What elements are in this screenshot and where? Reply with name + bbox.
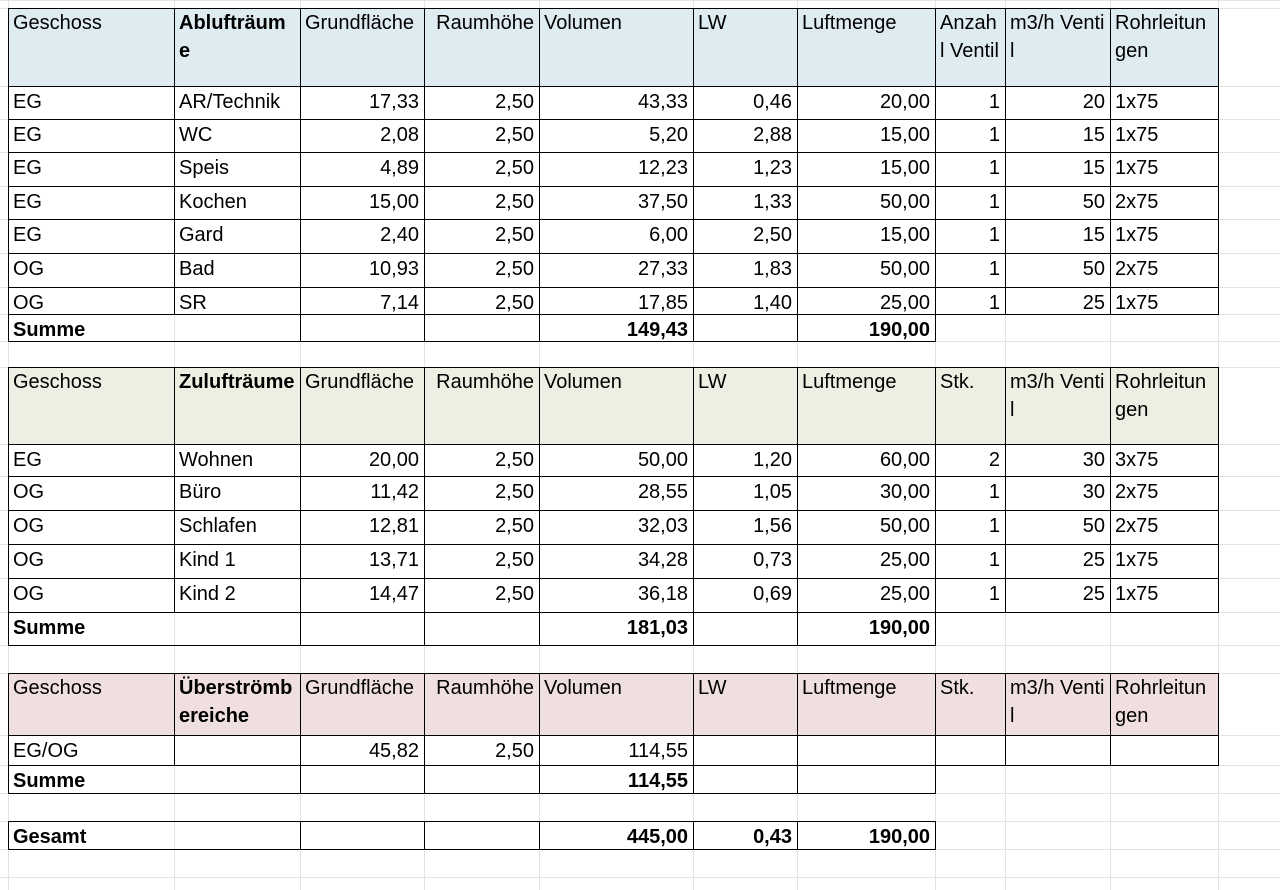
data-cell[interactable]: 2x75 xyxy=(1115,258,1159,280)
column-header[interactable]: m3/h Ventil xyxy=(1010,677,1105,727)
data-cell[interactable]: Bad xyxy=(179,258,215,280)
data-cell[interactable]: Kind 1 xyxy=(179,549,236,571)
data-cell[interactable]: SR xyxy=(179,292,207,314)
data-cell[interactable]: 0,46 xyxy=(753,91,792,113)
data-cell[interactable]: Gard xyxy=(179,224,224,246)
column-header[interactable]: Volumen xyxy=(544,371,622,393)
column-header[interactable]: Grundfläche xyxy=(305,12,414,34)
column-header[interactable]: Luftmenge xyxy=(802,12,897,34)
column-header[interactable]: Stk. xyxy=(940,371,975,393)
sum-label[interactable]: Summe xyxy=(13,617,86,639)
data-cell[interactable]: 25,00 xyxy=(879,583,930,605)
data-cell[interactable]: 1x75 xyxy=(1115,157,1159,179)
cell-border xyxy=(300,612,301,646)
cell-border xyxy=(424,765,425,794)
data-cell[interactable]: 30,00 xyxy=(879,481,930,503)
sum-label[interactable]: Summe xyxy=(13,770,86,792)
cell-border xyxy=(935,612,936,646)
data-cell[interactable]: 2,50 xyxy=(495,224,534,246)
data-cell[interactable]: 1 xyxy=(988,481,1000,503)
data-cell[interactable]: 2,40 xyxy=(380,224,419,246)
data-cell[interactable]: 37,50 xyxy=(637,191,688,213)
data-cell[interactable]: OG xyxy=(13,258,45,280)
data-cell[interactable]: 1x75 xyxy=(1115,224,1159,246)
cell-border xyxy=(797,765,798,794)
cell-border xyxy=(300,821,301,850)
data-cell[interactable]: AR/Technik xyxy=(179,91,281,113)
data-cell[interactable] xyxy=(694,736,797,765)
sum-volumen[interactable]: 181,03 xyxy=(626,617,688,639)
data-cell[interactable]: 2,50 xyxy=(753,224,792,246)
data-cell[interactable]: 2x75 xyxy=(1115,515,1159,537)
data-cell[interactable]: EG xyxy=(13,91,42,113)
data-cell[interactable]: 1,83 xyxy=(753,258,792,280)
data-cell[interactable]: WC xyxy=(179,124,213,146)
data-cell[interactable]: 0,73 xyxy=(753,549,792,571)
data-cell[interactable]: 0,69 xyxy=(753,583,792,605)
data-cell[interactable]: 20 xyxy=(1082,91,1105,113)
column-header[interactable]: LW xyxy=(698,371,727,393)
data-cell[interactable]: 1,23 xyxy=(753,157,792,179)
data-cell[interactable]: 50,00 xyxy=(879,258,930,280)
column-header[interactable]: Geschoss xyxy=(13,371,102,393)
cell-border xyxy=(1218,673,1219,766)
data-cell[interactable]: 1,33 xyxy=(753,191,792,213)
gesamt-label[interactable]: Gesamt xyxy=(13,826,87,848)
data-cell[interactable]: 30 xyxy=(1082,449,1105,471)
column-header[interactable]: Luftmenge xyxy=(802,371,897,393)
data-cell[interactable]: 25 xyxy=(1082,292,1105,314)
data-cell[interactable]: EG xyxy=(13,449,42,471)
data-cell[interactable]: 2,08 xyxy=(380,124,419,146)
cell-border xyxy=(693,612,694,646)
column-header[interactable]: Geschoss xyxy=(13,677,102,699)
data-cell[interactable]: 30 xyxy=(1082,481,1105,503)
data-cell[interactable]: 1,05 xyxy=(753,481,792,503)
sum-volumen[interactable]: 149,43 xyxy=(626,319,688,341)
gesamt-luftmenge[interactable]: 190,00 xyxy=(868,826,930,848)
column-header[interactable]: Zulufträume xyxy=(179,371,295,393)
data-cell[interactable]: 1 xyxy=(988,292,1000,314)
data-cell[interactable] xyxy=(798,736,935,765)
column-header[interactable]: m3/h Ventil xyxy=(1010,12,1105,62)
column-header[interactable]: LW xyxy=(698,12,727,34)
data-cell[interactable]: 2,50 xyxy=(495,124,534,146)
data-cell[interactable]: 3x75 xyxy=(1115,449,1159,471)
data-cell[interactable]: 2,50 xyxy=(495,583,534,605)
data-cell[interactable]: 2,50 xyxy=(495,481,534,503)
data-cell[interactable]: OG xyxy=(13,292,45,314)
data-cell[interactable]: 2,50 xyxy=(495,91,534,113)
data-cell[interactable]: 2x75 xyxy=(1115,191,1159,213)
data-cell[interactable]: 2,50 xyxy=(495,258,534,280)
data-cell[interactable]: 1x75 xyxy=(1115,124,1159,146)
data-cell[interactable]: 27,33 xyxy=(637,258,688,280)
data-cell[interactable]: 1 xyxy=(988,124,1000,146)
column-header[interactable]: Raumhöhe xyxy=(436,12,534,34)
column-header[interactable]: m3/h Ventil xyxy=(1010,371,1105,421)
data-cell[interactable]: 1 xyxy=(988,224,1000,246)
column-header[interactable]: Luftmenge xyxy=(802,677,897,699)
data-cell[interactable]: 28,55 xyxy=(637,481,688,503)
data-cell[interactable]: 1,56 xyxy=(753,515,792,537)
data-cell[interactable]: Schlafen xyxy=(179,515,257,537)
data-cell[interactable]: 2,50 xyxy=(495,549,534,571)
data-cell[interactable]: 2,50 xyxy=(495,515,534,537)
cell-border xyxy=(693,314,694,342)
data-cell[interactable] xyxy=(936,736,1005,765)
data-cell[interactable]: 2,50 xyxy=(495,740,534,762)
data-cell[interactable]: 4,89 xyxy=(380,157,419,179)
cell-border xyxy=(1218,8,1219,315)
cell-border xyxy=(693,765,694,794)
column-header[interactable]: Volumen xyxy=(544,677,622,699)
data-cell[interactable]: EG/OG xyxy=(13,740,79,762)
data-cell[interactable]: 2,50 xyxy=(495,292,534,314)
data-cell[interactable]: 50 xyxy=(1082,191,1105,213)
data-cell[interactable]: 1x75 xyxy=(1115,549,1159,571)
column-header[interactable]: Überströmbereiche xyxy=(179,677,293,727)
data-cell[interactable]: 1 xyxy=(988,258,1000,280)
data-cell[interactable]: 10,93 xyxy=(368,258,419,280)
data-cell[interactable]: 15,00 xyxy=(879,124,930,146)
data-cell[interactable]: 1 xyxy=(988,191,1000,213)
data-cell[interactable]: 1x75 xyxy=(1115,583,1159,605)
data-cell[interactable]: EG xyxy=(13,224,42,246)
sum-volumen[interactable]: 114,55 xyxy=(627,770,688,792)
data-cell[interactable]: 32,03 xyxy=(637,515,688,537)
data-cell[interactable]: EG xyxy=(13,157,42,179)
column-header[interactable]: LW xyxy=(698,677,727,699)
data-cell[interactable]: 11,42 xyxy=(370,481,419,503)
data-cell[interactable]: 6,00 xyxy=(649,224,688,246)
gesamt-volumen[interactable]: 445,00 xyxy=(626,826,688,848)
data-cell[interactable]: 25,00 xyxy=(879,292,930,314)
data-cell[interactable]: 1 xyxy=(988,515,1000,537)
column-header[interactable]: Geschoss xyxy=(13,12,102,34)
data-cell[interactable]: 15 xyxy=(1082,157,1105,179)
data-cell[interactable]: 50,00 xyxy=(879,191,930,213)
sum-luftmenge[interactable]: 190,00 xyxy=(868,319,930,341)
column-header[interactable]: Ablufträume xyxy=(179,12,286,62)
column-header[interactable]: Volumen xyxy=(544,12,622,34)
data-cell[interactable]: OG xyxy=(13,515,45,537)
data-cell[interactable]: 1 xyxy=(988,157,1000,179)
data-cell[interactable]: 50 xyxy=(1082,515,1105,537)
data-cell[interactable]: 2 xyxy=(988,449,1000,471)
data-cell[interactable]: Wohnen xyxy=(179,449,254,471)
data-cell[interactable]: 2,50 xyxy=(495,157,534,179)
data-cell[interactable]: OG xyxy=(13,583,45,605)
gridline xyxy=(0,877,1280,878)
data-cell[interactable]: 17,85 xyxy=(637,292,688,314)
column-header[interactable]: Grundfläche xyxy=(305,677,414,699)
data-cell[interactable]: 114,55 xyxy=(628,740,688,762)
data-cell[interactable]: 1 xyxy=(988,549,1000,571)
column-header[interactable]: Rohrleitungen xyxy=(1115,677,1207,727)
data-cell[interactable]: 1x75 xyxy=(1115,292,1159,314)
data-cell[interactable]: 15,00 xyxy=(368,191,419,213)
column-header[interactable]: Raumhöhe xyxy=(436,371,534,393)
data-cell[interactable]: Speis xyxy=(179,157,230,179)
data-cell[interactable] xyxy=(1111,736,1218,765)
data-cell[interactable]: 50,00 xyxy=(637,449,688,471)
data-cell[interactable]: 45,82 xyxy=(368,740,419,762)
data-cell[interactable]: 20,00 xyxy=(879,91,930,113)
data-cell[interactable]: 15,00 xyxy=(879,224,930,246)
data-cell[interactable]: 43,33 xyxy=(637,91,688,113)
cell-border xyxy=(300,314,301,342)
data-cell[interactable]: EG xyxy=(13,124,42,146)
data-cell[interactable]: 2,88 xyxy=(753,124,792,146)
data-cell[interactable]: Kochen xyxy=(179,191,247,213)
data-cell[interactable]: 2,50 xyxy=(495,449,534,471)
cell-border xyxy=(300,765,301,794)
data-cell[interactable] xyxy=(1006,736,1110,765)
column-header[interactable]: Stk. xyxy=(940,677,975,699)
cell-border xyxy=(424,314,425,342)
data-cell[interactable]: Büro xyxy=(179,481,222,503)
data-cell[interactable]: OG xyxy=(13,481,45,503)
data-cell[interactable]: 50,00 xyxy=(879,515,930,537)
column-header[interactable]: Grundfläche xyxy=(305,371,414,393)
data-cell[interactable]: 15 xyxy=(1082,224,1105,246)
data-cell[interactable]: 25 xyxy=(1082,583,1105,605)
data-cell[interactable]: 1,20 xyxy=(753,449,792,471)
cell-border xyxy=(1218,367,1219,613)
data-cell[interactable] xyxy=(175,736,300,765)
data-cell[interactable]: 2x75 xyxy=(1115,481,1159,503)
gridline xyxy=(0,0,1280,1)
data-cell[interactable]: 34,28 xyxy=(637,549,688,571)
data-cell[interactable]: 1 xyxy=(988,91,1000,113)
cell-border xyxy=(935,821,936,850)
data-cell[interactable]: 15,00 xyxy=(879,157,930,179)
data-cell[interactable]: Kind 2 xyxy=(179,583,236,605)
column-header[interactable]: Raumhöhe xyxy=(436,677,534,699)
data-cell[interactable]: EG xyxy=(13,191,42,213)
cell-border xyxy=(424,612,425,646)
data-cell[interactable]: 7,14 xyxy=(380,292,419,314)
data-cell[interactable]: 13,71 xyxy=(368,549,419,571)
cell-border xyxy=(424,821,425,850)
cell-border xyxy=(935,765,936,794)
sum-label[interactable]: Summe xyxy=(13,319,86,341)
data-cell[interactable]: 36,18 xyxy=(637,583,688,605)
data-cell[interactable]: 20,00 xyxy=(368,449,419,471)
data-cell[interactable]: 12,81 xyxy=(368,515,419,537)
data-cell[interactable]: 15 xyxy=(1082,124,1105,146)
data-cell[interactable]: 1 xyxy=(988,583,1000,605)
column-header[interactable]: Rohrleitungen xyxy=(1115,371,1207,421)
gesamt-lw[interactable]: 0,43 xyxy=(753,826,792,848)
data-cell[interactable]: 17,33 xyxy=(368,91,419,113)
data-cell[interactable]: 1x75 xyxy=(1115,91,1159,113)
data-cell[interactable]: 12,23 xyxy=(637,157,688,179)
sum-luftmenge[interactable]: 190,00 xyxy=(868,617,930,639)
data-cell[interactable]: 25 xyxy=(1082,549,1105,571)
column-header[interactable]: Anzahl Ventil xyxy=(940,12,999,62)
data-cell[interactable]: 50 xyxy=(1082,258,1105,280)
data-cell[interactable]: 1,40 xyxy=(753,292,792,314)
data-cell[interactable]: 60,00 xyxy=(879,449,930,471)
column-header[interactable]: Rohrleitungen xyxy=(1115,12,1207,62)
data-cell[interactable]: 5,20 xyxy=(649,124,688,146)
cell-border xyxy=(935,314,936,342)
data-cell[interactable]: 25,00 xyxy=(879,549,930,571)
data-cell[interactable]: 14,47 xyxy=(368,583,419,605)
data-cell[interactable]: 2,50 xyxy=(495,191,534,213)
data-cell[interactable]: OG xyxy=(13,549,45,571)
